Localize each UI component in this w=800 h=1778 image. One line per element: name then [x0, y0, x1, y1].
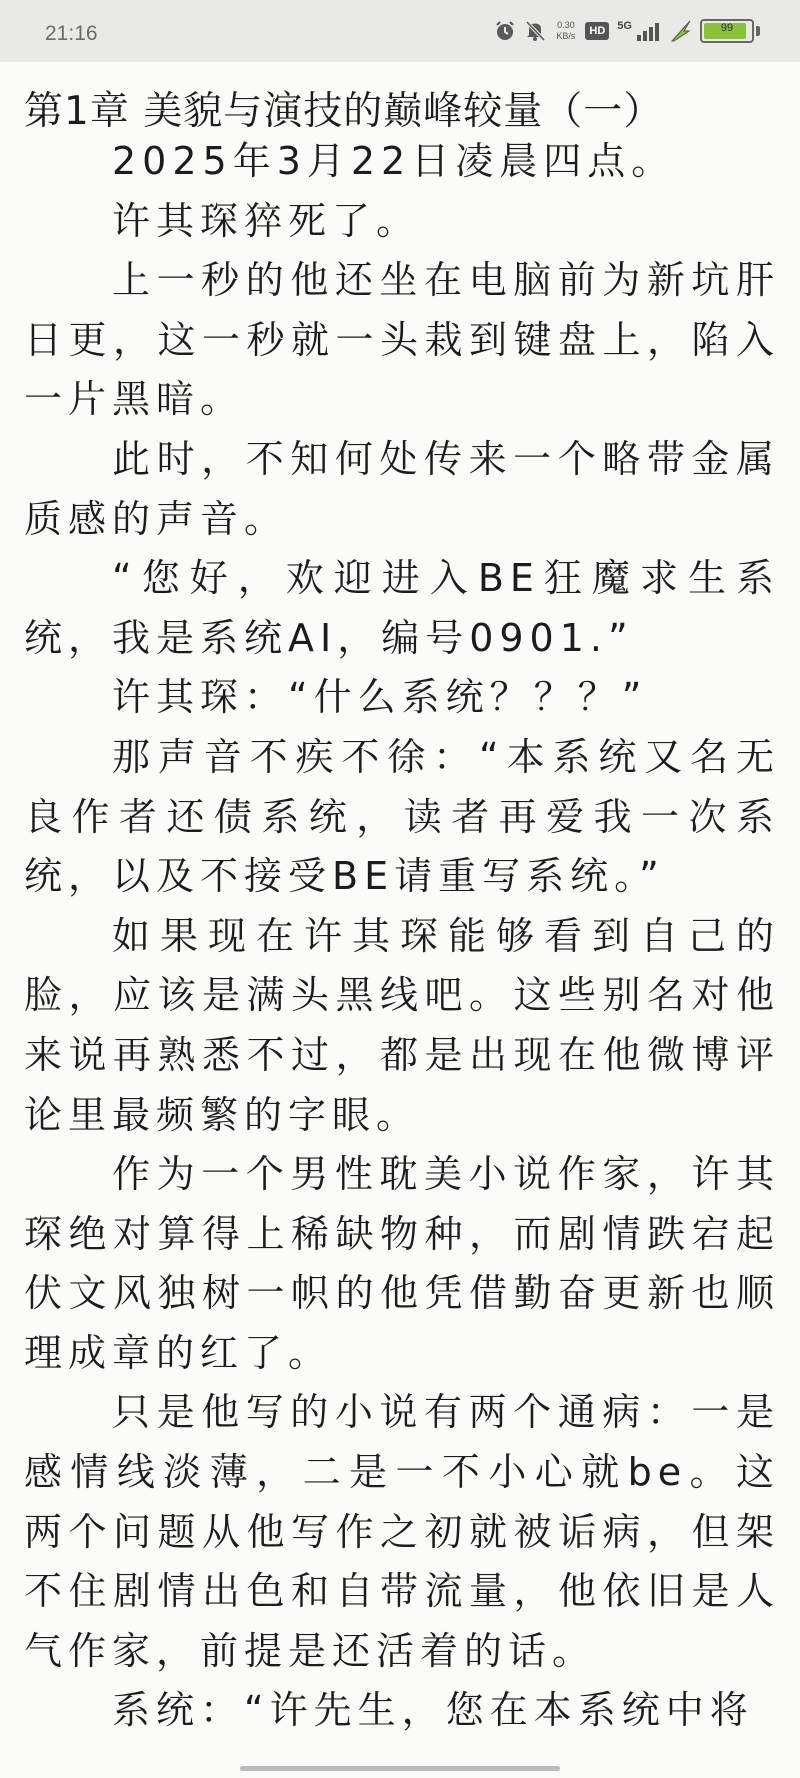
- network-speed-value: 0.30: [557, 20, 575, 30]
- paragraph: 许其琛：“什么系统？？？”: [112, 675, 648, 720]
- status-bar: [0, 0, 800, 62]
- network-speed: [556, 20, 575, 42]
- hd-badge: HD: [585, 22, 609, 40]
- status-icons: [494, 14, 760, 48]
- paragraph: 那声音不疾不徐：“本系统又名无良作者还债系统，读者再爱我一次系统，以及不接受BE请重写系统。”: [24, 734, 780, 899]
- paragraph: 作为一个男性耽美小说作家，许其琛绝对算得上稀缺物种，而剧情跌宕起伏文风独树一帜的他凭借勤奋更新也顺理成章的红了。: [24, 1152, 780, 1375]
- paragraph: 只是他写的小说有两个通病：一是感情线淡薄，二是一不小心就be。这两个问题从他写作之初就被诟病，但架不住剧情出色和自带流量，他依旧是人气作家，前提是还活着的话。: [24, 1390, 780, 1673]
- paragraph: 如果现在许其琛能够看到自己的脸，应该是满头黑线吧。这些别名对他来说再熟悉不过，都是出现在他微博评论里最频繁的字眼。: [24, 913, 780, 1137]
- paragraph: “您好，欢迎进入BE狂魔求生系统，我是系统AI，编号0901.”: [24, 556, 780, 660]
- paragraph: 系统：“许先生，您在本系统中将: [112, 1688, 754, 1733]
- paragraph: 此时，不知何处传来一个略带金属质感的声音。: [24, 436, 780, 541]
- reader-page[interactable]: [0, 62, 800, 1778]
- paragraph: 上一秒的他还坐在电脑前为新坑肝日更，这一秒就一头栽到键盘上，陷入一片黑暗。: [24, 258, 780, 422]
- charging-bolt-icon: [670, 19, 692, 43]
- status-time: 21:16: [45, 22, 98, 45]
- network-speed-unit: KB/s: [556, 31, 576, 41]
- battery-indicator: [700, 19, 754, 43]
- battery-level: 99: [720, 22, 734, 34]
- home-indicator-bar[interactable]: [240, 1766, 560, 1771]
- chapter-body: [0, 132, 800, 1741]
- paragraph: 2025年3月22日凌晨四点。: [112, 139, 676, 183]
- chapter-title: 第1章 美貌与演技的巅峰较量（一）: [24, 89, 664, 134]
- battery-tip: [756, 26, 760, 36]
- network-type: 5G: [617, 20, 632, 32]
- alarm-clock-icon: [494, 20, 516, 42]
- mute-bell-icon: [524, 20, 546, 42]
- signal-strength-icon: [636, 20, 662, 42]
- paragraph: 许其琛猝死了。: [112, 198, 421, 243]
